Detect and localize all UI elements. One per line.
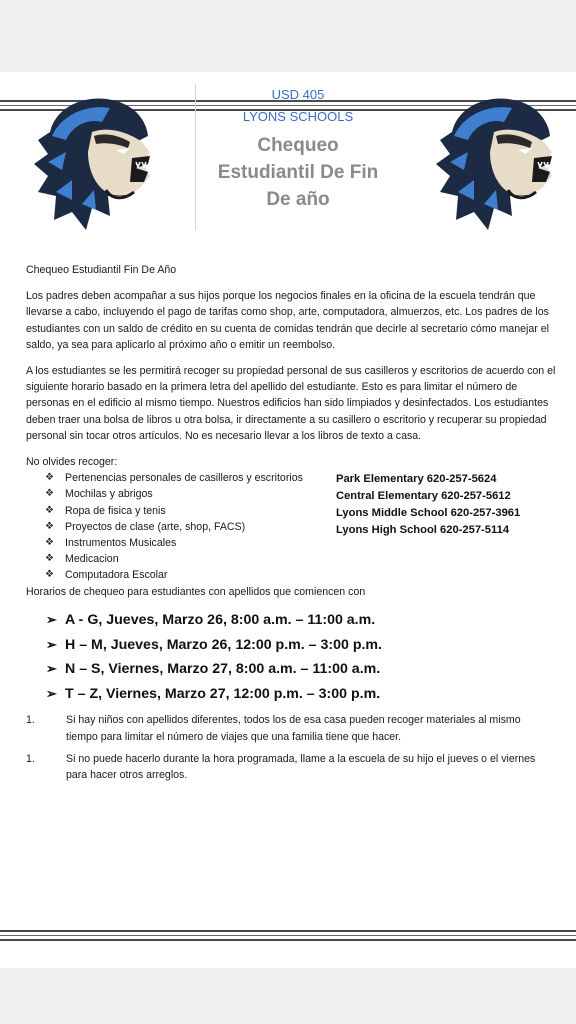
arrow-bullet-icon: ➢: [46, 612, 57, 628]
diamond-bullet-icon: ❖: [45, 536, 54, 548]
arrow-bullet-icon: ➢: [46, 636, 57, 652]
schedule-item: ➢ A - G, Jueves, Marzo 26, 8:00 a.m. – 11:00 a.m.: [46, 608, 558, 633]
lion-mascot-icon: [434, 92, 560, 234]
phone-park-elementary: Park Elementary 620-257-5624: [336, 473, 497, 486]
document-body: [26, 262, 558, 789]
list-item: ❖ Mochilas y abrigos: [45, 486, 558, 502]
arrow-bullet-icon: ➢: [46, 685, 57, 701]
diamond-bullet-icon: ❖: [45, 553, 54, 565]
list-item: ❖ Medicacion: [45, 551, 558, 567]
list-item: ❖ Ropa de fisica y tenis: [45, 503, 558, 519]
diamond-bullet-icon: ❖: [45, 569, 54, 581]
phone-central-elementary: Central Elementary 620-257-5612: [336, 490, 511, 503]
diamond-bullet-icon: ❖: [45, 520, 54, 532]
schedule-item: ➢ H – M, Jueves, Marzo 26, 12:00 p.m. – 3:00 p.m.: [46, 633, 558, 658]
school-phone-list: [336, 471, 520, 539]
title-line-2: Estudiantil De Fin: [217, 162, 379, 183]
paragraph-pickup: A los estudiantes se les permitirá recoger su propiedad personal de sus casilleros y escritorios de acuerdo con el siguiente horario basado en la primera letra del apellido del estudiante. Esto es para limitar el número de personas en el edificio al mismo tiempo. Nuestros edificios han sido limpiados y desinfectados. Los estudiantes deben traer una bolsa de libros u otra bolsa, ir directamente a su casillero o escritorio y recuperar su propiedad personal sin tocar otros artículos. No es necesario llevar a los libros de texto a casa.: [26, 365, 556, 442]
diamond-bullet-icon: ❖: [45, 472, 54, 484]
remember-label: No olvides recoger:: [26, 456, 118, 469]
remember-section: [26, 470, 558, 584]
content-heading: Chequeo Estudiantil Fin De Año: [26, 264, 177, 276]
district-name: USD 405: [271, 87, 325, 102]
title-line-1: Chequeo: [257, 135, 339, 156]
schedule-item: ➢ T – Z, Viernes, Marzo 27, 12:00 p.m. – 3:00 p.m.: [46, 682, 558, 707]
school-name: LYONS SCHOOLS: [242, 109, 354, 124]
lion-mascot-icon: [32, 92, 158, 234]
diamond-bullet-icon: ❖: [45, 504, 54, 516]
phone-lyons-high: Lyons High School 620-257-5114: [336, 524, 510, 537]
schedule-list: [26, 608, 558, 706]
schedule-label: Horarios de chequeo para estudiantes con apellidos que comiencen con: [26, 586, 366, 599]
title-line-3: De año: [266, 189, 330, 210]
notes-list: [26, 712, 558, 783]
schedule-item: ➢ N – S, Viernes, Marzo 27, 8:00 a.m. – 11:00 a.m.: [46, 657, 558, 682]
list-item: ❖ Instrumentos Musicales: [45, 535, 558, 551]
arrow-bullet-icon: ➢: [46, 661, 57, 677]
diamond-bullet-icon: ❖: [45, 488, 54, 500]
list-item: ❖ Proyectos de clase (arte, shop, FACS): [45, 519, 558, 535]
note-item: 1. Si hay niños con apellidos diferentes, todos los de esa casa pueden recoger materiales al mismo tiempo para limitar el número de viajes que una familia tiene que hacer.: [26, 714, 521, 743]
list-item: ❖ Pertenencias personales de casilleros y escritorios: [45, 470, 558, 486]
letterhead: [0, 80, 576, 240]
phone-lyons-middle: Lyons Middle School 620-257-3961: [336, 507, 521, 520]
paragraph-fees: Los padres deben acompañar a sus hijos porque los negocios finales en la oficina de la escuela tendrán que llevarse a cabo, incluyendo el pago de tarifas como shop, arte, computadora, almuerzos, etc. Los padres de los estudiantes con un saldo de crédito en su cuenta de comidas tendrán que decirle al secretario cómo manejar el saldo, ya sea para aplicarlo al próximo año o emitir un reembolso.: [26, 290, 549, 351]
bottom-border-rule: [0, 930, 576, 944]
note-item: 1. Si no puede hacerlo durante la hora programada, llame a la escuela de su hijo el jueves o el viernes para hacer otros arreglos.: [26, 752, 536, 782]
document-title: [196, 132, 400, 213]
list-item: ❖ Computadora Escolar: [45, 567, 558, 583]
header-text: [196, 84, 400, 213]
